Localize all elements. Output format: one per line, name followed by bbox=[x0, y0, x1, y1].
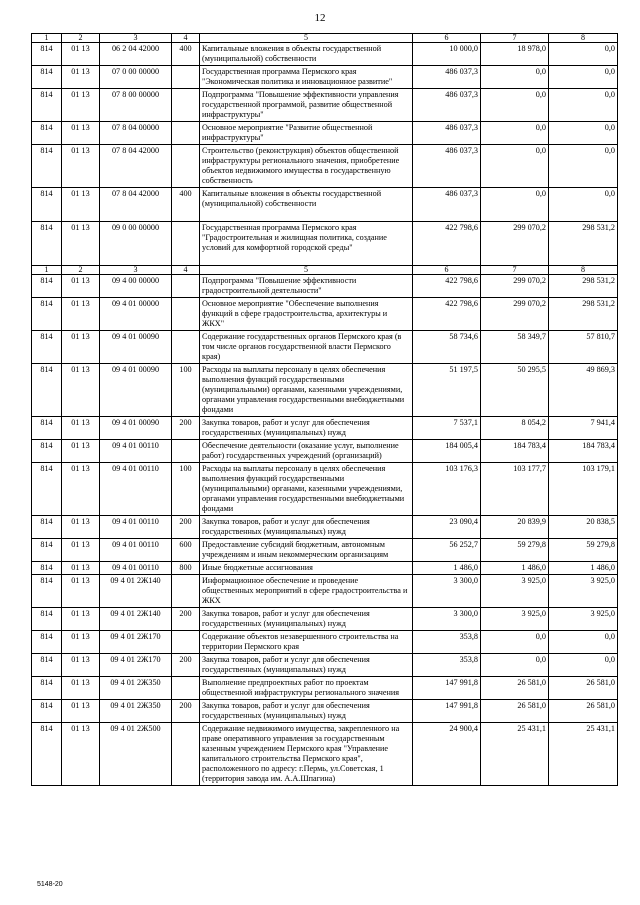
column-number-cell: 7 bbox=[481, 34, 549, 43]
amount-col7-cell: 8 054,2 bbox=[481, 417, 549, 440]
admin-code-cell: 814 bbox=[32, 608, 62, 631]
target-item-cell: 09 4 01 00110 bbox=[100, 539, 172, 562]
amount-col7-cell: 20 839,9 bbox=[481, 516, 549, 539]
expense-type-cell bbox=[172, 677, 200, 700]
description-cell: Закупка товаров, работ и услуг для обеспечения государственных (муниципальных) нужд bbox=[200, 417, 413, 440]
amount-col8-cell: 3 925,0 bbox=[549, 608, 618, 631]
section-code-cell: 01 13 bbox=[62, 417, 100, 440]
expense-type-cell: 400 bbox=[172, 43, 200, 66]
admin-code-cell: 814 bbox=[32, 700, 62, 723]
table-row bbox=[32, 463, 618, 516]
description-cell: Закупка товаров, работ и услуг для обеспечения государственных (муниципальных) нужд bbox=[200, 654, 413, 677]
section-code-cell: 01 13 bbox=[62, 575, 100, 608]
column-number-cell: 4 bbox=[172, 266, 200, 275]
admin-code-cell: 814 bbox=[32, 539, 62, 562]
section-code-cell: 01 13 bbox=[62, 654, 100, 677]
admin-code-cell: 814 bbox=[32, 516, 62, 539]
description-cell: Закупка товаров, работ и услуг для обеспечения государственных (муниципальных) нужд bbox=[200, 608, 413, 631]
admin-code-cell: 814 bbox=[32, 275, 62, 298]
description-cell: Капитальные вложения в объекты государственной (муниципальной) собственности bbox=[200, 43, 413, 66]
column-number-cell: 5 bbox=[200, 266, 413, 275]
amount-col8-cell: 26 581,0 bbox=[549, 700, 618, 723]
expense-type-cell bbox=[172, 723, 200, 786]
description-cell: Содержание государственных органов Пермского края (в том числе органов государственной власти Пермского края) bbox=[200, 331, 413, 364]
budget-table bbox=[31, 33, 618, 786]
description-cell: Закупка товаров, работ и услуг для обеспечения государственных (муниципальных) нужд bbox=[200, 516, 413, 539]
amount-col6-cell: 10 000,0 bbox=[413, 43, 481, 66]
admin-code-cell: 814 bbox=[32, 331, 62, 364]
table-row bbox=[32, 516, 618, 539]
amount-col7-cell: 3 925,0 bbox=[481, 608, 549, 631]
admin-code-cell: 814 bbox=[32, 463, 62, 516]
amount-col7-cell: 1 486,0 bbox=[481, 562, 549, 575]
target-item-cell: 07 0 00 00000 bbox=[100, 66, 172, 89]
description-cell: Подпрограмма "Повышение эффективности управления государственной программой, развитие общественной инфраструктуры" bbox=[200, 89, 413, 122]
amount-col8-cell: 298 531,2 bbox=[549, 275, 618, 298]
admin-code-cell: 814 bbox=[32, 122, 62, 145]
expense-type-cell bbox=[172, 89, 200, 122]
amount-col6-cell: 486 037,3 bbox=[413, 122, 481, 145]
target-item-cell: 09 4 00 00000 bbox=[100, 275, 172, 298]
column-number-cell: 2 bbox=[62, 266, 100, 275]
admin-code-cell: 814 bbox=[32, 298, 62, 331]
column-number-cell: 6 bbox=[413, 266, 481, 275]
amount-col6-cell: 3 300,0 bbox=[413, 608, 481, 631]
column-number-cell: 6 bbox=[413, 34, 481, 43]
target-item-cell: 09 4 01 2Ж170 bbox=[100, 631, 172, 654]
amount-col6-cell: 486 037,3 bbox=[413, 145, 481, 188]
admin-code-cell: 814 bbox=[32, 43, 62, 66]
section-code-cell: 01 13 bbox=[62, 631, 100, 654]
amount-col6-cell: 24 900,4 bbox=[413, 723, 481, 786]
description-cell: Обеспечение деятельности (оказание услуг, выполнение работ) государственных учреждений (организаций) bbox=[200, 440, 413, 463]
amount-col8-cell: 0,0 bbox=[549, 654, 618, 677]
expense-type-cell bbox=[172, 122, 200, 145]
amount-col8-cell: 103 179,1 bbox=[549, 463, 618, 516]
amount-col7-cell: 26 581,0 bbox=[481, 677, 549, 700]
section-code-cell: 01 13 bbox=[62, 677, 100, 700]
admin-code-cell: 814 bbox=[32, 66, 62, 89]
section-code-cell: 01 13 bbox=[62, 43, 100, 66]
table-row bbox=[32, 575, 618, 608]
expense-type-cell: 200 bbox=[172, 654, 200, 677]
expense-type-cell: 200 bbox=[172, 417, 200, 440]
amount-col6-cell: 7 537,1 bbox=[413, 417, 481, 440]
amount-col7-cell: 299 070,2 bbox=[481, 275, 549, 298]
amount-col8-cell: 20 838,5 bbox=[549, 516, 618, 539]
description-cell: Содержание недвижимого имущества, закрепленного на праве оперативного управления за государственным казенным учреждением Пермского края "Управление капитального строительства Пермского края", расположенного по адресу: г.Пермь, ул.Советская, 1 (территория завода им. А.А.Шпагина) bbox=[200, 723, 413, 786]
column-number-cell: 3 bbox=[100, 34, 172, 43]
expense-type-cell: 400 bbox=[172, 188, 200, 222]
amount-col8-cell: 26 581,0 bbox=[549, 677, 618, 700]
expense-type-cell bbox=[172, 440, 200, 463]
admin-code-cell: 814 bbox=[32, 440, 62, 463]
amount-col7-cell: 0,0 bbox=[481, 631, 549, 654]
description-cell: Расходы на выплаты персоналу в целях обеспечения выполнения функций государственными (муниципальными) органами, казенными учреждениями, органами управления государственными внебюджетными фондами bbox=[200, 463, 413, 516]
amount-col8-cell: 25 431,1 bbox=[549, 723, 618, 786]
description-cell: Иные бюджетные ассигнования bbox=[200, 562, 413, 575]
expense-type-cell: 200 bbox=[172, 700, 200, 723]
description-cell: Основное мероприятие "Обеспечение выполнения функций в сфере градостроительства, архитектуры и ЖКХ" bbox=[200, 298, 413, 331]
amount-col6-cell: 422 798,6 bbox=[413, 222, 481, 266]
section-code-cell: 01 13 bbox=[62, 331, 100, 364]
table-row bbox=[32, 654, 618, 677]
section-code-cell: 01 13 bbox=[62, 298, 100, 331]
amount-col7-cell: 103 177,7 bbox=[481, 463, 549, 516]
target-item-cell: 09 4 01 2Ж500 bbox=[100, 723, 172, 786]
table-row bbox=[32, 364, 618, 417]
target-item-cell: 09 4 01 00090 bbox=[100, 331, 172, 364]
amount-col8-cell: 0,0 bbox=[549, 66, 618, 89]
table-row bbox=[32, 122, 618, 145]
amount-col8-cell: 49 869,3 bbox=[549, 364, 618, 417]
amount-col8-cell: 57 810,7 bbox=[549, 331, 618, 364]
amount-col6-cell: 1 486,0 bbox=[413, 562, 481, 575]
target-item-cell: 07 8 04 42000 bbox=[100, 188, 172, 222]
description-cell: Строительство (реконструкция) объектов общественной инфраструктуры регионального значения, приобретение объектов недвижимого имущества в государственную собственность bbox=[200, 145, 413, 188]
section-code-cell: 01 13 bbox=[62, 188, 100, 222]
target-item-cell: 09 4 01 2Ж140 bbox=[100, 608, 172, 631]
target-item-cell: 09 4 01 00090 bbox=[100, 364, 172, 417]
amount-col7-cell: 0,0 bbox=[481, 188, 549, 222]
amount-col8-cell: 0,0 bbox=[549, 631, 618, 654]
amount-col8-cell: 0,0 bbox=[549, 122, 618, 145]
amount-col8-cell: 298 531,2 bbox=[549, 298, 618, 331]
section-code-cell: 01 13 bbox=[62, 539, 100, 562]
amount-col7-cell: 299 070,2 bbox=[481, 222, 549, 266]
column-number-row bbox=[32, 34, 618, 43]
section-code-cell: 01 13 bbox=[62, 562, 100, 575]
amount-col6-cell: 58 734,6 bbox=[413, 331, 481, 364]
amount-col8-cell: 3 925,0 bbox=[549, 575, 618, 608]
admin-code-cell: 814 bbox=[32, 145, 62, 188]
table-row bbox=[32, 89, 618, 122]
expense-type-cell: 100 bbox=[172, 463, 200, 516]
column-number-cell: 4 bbox=[172, 34, 200, 43]
column-number-cell: 3 bbox=[100, 266, 172, 275]
amount-col8-cell: 184 783,4 bbox=[549, 440, 618, 463]
amount-col6-cell: 147 991,8 bbox=[413, 700, 481, 723]
table-row bbox=[32, 43, 618, 66]
table-row bbox=[32, 222, 618, 266]
expense-type-cell bbox=[172, 331, 200, 364]
target-item-cell: 07 8 04 42000 bbox=[100, 145, 172, 188]
target-item-cell: 09 4 01 2Ж170 bbox=[100, 654, 172, 677]
amount-col7-cell: 0,0 bbox=[481, 654, 549, 677]
section-code-cell: 01 13 bbox=[62, 364, 100, 417]
amount-col7-cell: 184 783,4 bbox=[481, 440, 549, 463]
description-cell: Выполнение предпроектных работ по проектам общественной инфраструктуры регионального значения bbox=[200, 677, 413, 700]
amount-col7-cell: 0,0 bbox=[481, 145, 549, 188]
amount-col7-cell: 26 581,0 bbox=[481, 700, 549, 723]
target-item-cell: 09 4 01 00110 bbox=[100, 463, 172, 516]
column-number-cell: 1 bbox=[32, 266, 62, 275]
expense-type-cell bbox=[172, 275, 200, 298]
admin-code-cell: 814 bbox=[32, 222, 62, 266]
target-item-cell: 09 0 00 00000 bbox=[100, 222, 172, 266]
description-cell: Информационное обеспечение и проведение общественных мероприятий в сфере градостроительства и ЖКХ bbox=[200, 575, 413, 608]
target-item-cell: 09 4 01 00110 bbox=[100, 516, 172, 539]
target-item-cell: 09 4 01 00110 bbox=[100, 562, 172, 575]
amount-col6-cell: 486 037,3 bbox=[413, 188, 481, 222]
admin-code-cell: 814 bbox=[32, 417, 62, 440]
amount-col7-cell: 59 279,8 bbox=[481, 539, 549, 562]
column-number-cell: 7 bbox=[481, 266, 549, 275]
section-code-cell: 01 13 bbox=[62, 122, 100, 145]
section-code-cell: 01 13 bbox=[62, 66, 100, 89]
amount-col6-cell: 51 197,5 bbox=[413, 364, 481, 417]
amount-col6-cell: 486 037,3 bbox=[413, 89, 481, 122]
expense-type-cell: 600 bbox=[172, 539, 200, 562]
section-code-cell: 01 13 bbox=[62, 516, 100, 539]
footer-code: 5148-20 bbox=[37, 881, 63, 888]
target-item-cell: 09 4 01 00090 bbox=[100, 417, 172, 440]
section-code-cell: 01 13 bbox=[62, 723, 100, 786]
table-row bbox=[32, 700, 618, 723]
amount-col7-cell: 58 349,7 bbox=[481, 331, 549, 364]
admin-code-cell: 814 bbox=[32, 631, 62, 654]
admin-code-cell: 814 bbox=[32, 562, 62, 575]
amount-col7-cell: 3 925,0 bbox=[481, 575, 549, 608]
section-code-cell: 01 13 bbox=[62, 440, 100, 463]
table-row bbox=[32, 417, 618, 440]
table-row bbox=[32, 562, 618, 575]
admin-code-cell: 814 bbox=[32, 364, 62, 417]
column-number-cell: 8 bbox=[549, 34, 618, 43]
amount-col7-cell: 0,0 bbox=[481, 122, 549, 145]
expense-type-cell: 200 bbox=[172, 608, 200, 631]
column-number-cell: 2 bbox=[62, 34, 100, 43]
amount-col7-cell: 18 978,0 bbox=[481, 43, 549, 66]
amount-col8-cell: 0,0 bbox=[549, 145, 618, 188]
section-code-cell: 01 13 bbox=[62, 89, 100, 122]
target-item-cell: 07 8 04 00000 bbox=[100, 122, 172, 145]
table-row bbox=[32, 440, 618, 463]
target-item-cell: 09 4 01 2Ж350 bbox=[100, 677, 172, 700]
expense-type-cell bbox=[172, 575, 200, 608]
column-number-row bbox=[32, 266, 618, 275]
section-code-cell: 01 13 bbox=[62, 275, 100, 298]
expense-type-cell bbox=[172, 145, 200, 188]
table-row bbox=[32, 298, 618, 331]
table-row bbox=[32, 66, 618, 89]
table-row bbox=[32, 188, 618, 222]
amount-col6-cell: 422 798,6 bbox=[413, 298, 481, 331]
description-cell: Основное мероприятие "Развитие общественной инфраструктуры" bbox=[200, 122, 413, 145]
description-cell: Содержание объектов незавершенного строительства на территории Пермского края bbox=[200, 631, 413, 654]
amount-col7-cell: 25 431,1 bbox=[481, 723, 549, 786]
description-cell: Государственная программа Пермского края "Экономическая политика и инновационное развитие" bbox=[200, 66, 413, 89]
amount-col6-cell: 422 798,6 bbox=[413, 275, 481, 298]
amount-col7-cell: 299 070,2 bbox=[481, 298, 549, 331]
amount-col6-cell: 486 037,3 bbox=[413, 66, 481, 89]
amount-col7-cell: 0,0 bbox=[481, 89, 549, 122]
admin-code-cell: 814 bbox=[32, 575, 62, 608]
expense-type-cell bbox=[172, 631, 200, 654]
amount-col6-cell: 184 005,4 bbox=[413, 440, 481, 463]
amount-col8-cell: 0,0 bbox=[549, 89, 618, 122]
admin-code-cell: 814 bbox=[32, 89, 62, 122]
column-number-cell: 8 bbox=[549, 266, 618, 275]
page-number: 12 bbox=[314, 12, 326, 24]
section-code-cell: 01 13 bbox=[62, 145, 100, 188]
description-cell: Подпрограмма "Повышение эффективности градостроительной деятельности" bbox=[200, 275, 413, 298]
target-item-cell: 09 4 01 2Ж350 bbox=[100, 700, 172, 723]
admin-code-cell: 814 bbox=[32, 677, 62, 700]
table-row bbox=[32, 631, 618, 654]
amount-col6-cell: 3 300,0 bbox=[413, 575, 481, 608]
description-cell: Государственная программа Пермского края "Градостроительная и жилищная политика, создание условий для комфортной городской среды" bbox=[200, 222, 413, 266]
description-cell: Капитальные вложения в объекты государственной (муниципальной) собственности bbox=[200, 188, 413, 222]
table-row bbox=[32, 275, 618, 298]
amount-col8-cell: 7 941,4 bbox=[549, 417, 618, 440]
amount-col7-cell: 0,0 bbox=[481, 66, 549, 89]
amount-col6-cell: 147 991,8 bbox=[413, 677, 481, 700]
expense-type-cell: 100 bbox=[172, 364, 200, 417]
column-number-cell: 5 bbox=[200, 34, 413, 43]
target-item-cell: 06 2 04 42000 bbox=[100, 43, 172, 66]
amount-col8-cell: 0,0 bbox=[549, 188, 618, 222]
amount-col8-cell: 298 531,2 bbox=[549, 222, 618, 266]
target-item-cell: 09 4 01 2Ж140 bbox=[100, 575, 172, 608]
table-row bbox=[32, 608, 618, 631]
section-code-cell: 01 13 bbox=[62, 222, 100, 266]
expense-type-cell: 200 bbox=[172, 516, 200, 539]
admin-code-cell: 814 bbox=[32, 723, 62, 786]
table-row bbox=[32, 145, 618, 188]
description-cell: Закупка товаров, работ и услуг для обеспечения государственных (муниципальных) нужд bbox=[200, 700, 413, 723]
expense-type-cell: 800 bbox=[172, 562, 200, 575]
admin-code-cell: 814 bbox=[32, 654, 62, 677]
amount-col6-cell: 103 176,3 bbox=[413, 463, 481, 516]
expense-type-cell bbox=[172, 222, 200, 266]
section-code-cell: 01 13 bbox=[62, 463, 100, 516]
amount-col8-cell: 59 279,8 bbox=[549, 539, 618, 562]
amount-col6-cell: 353,8 bbox=[413, 631, 481, 654]
target-item-cell: 09 4 01 00110 bbox=[100, 440, 172, 463]
table-row bbox=[32, 331, 618, 364]
column-number-cell: 1 bbox=[32, 34, 62, 43]
table-row bbox=[32, 539, 618, 562]
amount-col8-cell: 0,0 bbox=[549, 43, 618, 66]
section-code-cell: 01 13 bbox=[62, 608, 100, 631]
section-code-cell: 01 13 bbox=[62, 700, 100, 723]
description-cell: Расходы на выплаты персоналу в целях обеспечения выполнения функций государственными (муниципальными) органами, казенными учреждениями, органами управления государственными внебюджетными фондами bbox=[200, 364, 413, 417]
description-cell: Предоставление субсидий бюджетным, автономным учреждениям и иным некоммерческим организациям bbox=[200, 539, 413, 562]
amount-col6-cell: 353,8 bbox=[413, 654, 481, 677]
amount-col7-cell: 50 295,5 bbox=[481, 364, 549, 417]
admin-code-cell: 814 bbox=[32, 188, 62, 222]
target-item-cell: 07 8 00 00000 bbox=[100, 89, 172, 122]
table-row bbox=[32, 723, 618, 786]
amount-col6-cell: 56 252,7 bbox=[413, 539, 481, 562]
amount-col6-cell: 23 090,4 bbox=[413, 516, 481, 539]
table-row bbox=[32, 677, 618, 700]
target-item-cell: 09 4 01 00000 bbox=[100, 298, 172, 331]
expense-type-cell bbox=[172, 298, 200, 331]
amount-col8-cell: 1 486,0 bbox=[549, 562, 618, 575]
budget-table-body bbox=[32, 34, 618, 786]
expense-type-cell bbox=[172, 66, 200, 89]
